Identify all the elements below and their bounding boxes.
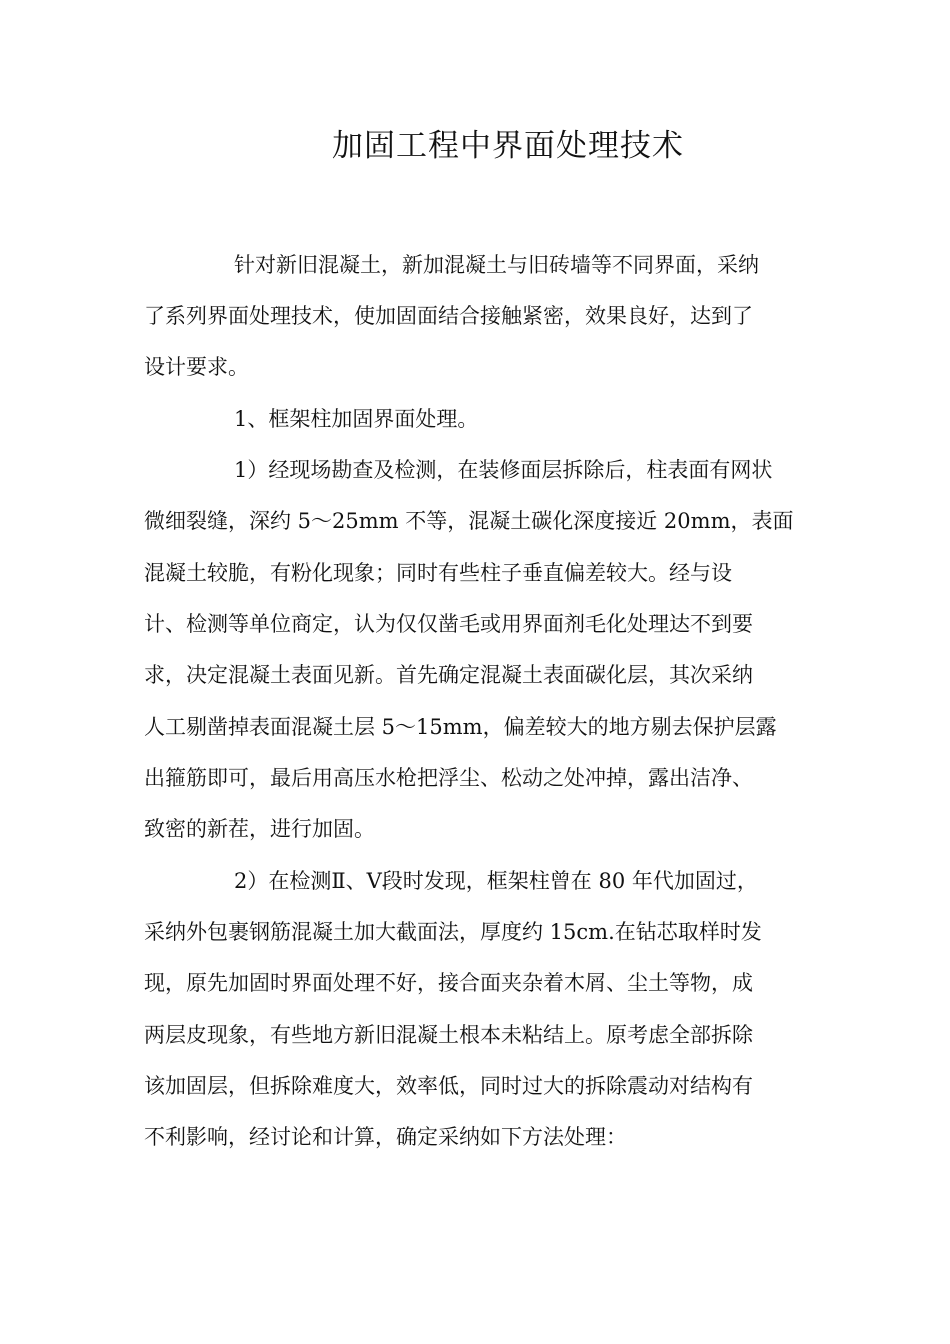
text-line: 该加固层，但拆除难度大，效率低，同时过大的拆除震动对结构有 [144, 1074, 753, 1098]
section-heading: 1、框架柱加固界面处理。 [234, 407, 479, 431]
text-line: 2）在检测Ⅱ、Ⅴ段时发现，框架柱曾在 80 年代加固过， [234, 869, 758, 893]
text-line: 人工剔凿掉表面混凝土层 5～15mm，偏差较大的地方剔去保护层露 [144, 715, 777, 739]
document-title: 加固工程中界面处理技术 [332, 128, 684, 164]
text-line: 计、检测等单位商定，认为仅仅凿毛或用界面剂毛化处理达不到要 [144, 612, 753, 636]
text-line: 现，原先加固时界面处理不好，接合面夹杂着木屑、尘土等物，成 [144, 971, 753, 995]
text-line: 不利影响，经讨论和计算，确定采纳如下方法处理： [144, 1125, 627, 1149]
text-line: 了系列界面处理技术，使加固面结合接触紧密，效果良好，达到了 [144, 304, 753, 328]
text-line: 设计要求。 [144, 355, 249, 379]
text-line: 微细裂缝，深约 5～25mm 不等，混凝土碳化深度接近 20mm，表面 [144, 509, 794, 533]
text-line: 致密的新茬，进行加固。 [144, 817, 375, 841]
text-line: 混凝土较脆，有粉化现象；同时有些柱子垂直偏差较大。经与设 [144, 561, 732, 585]
text-line: 1）经现场勘查及检测，在装修面层拆除后，柱表面有网状 [234, 458, 773, 482]
text-line: 采纳外包裹钢筋混凝土加大截面法，厚度约 15cm.在钻芯取样时发 [144, 920, 762, 944]
text-line: 针对新旧混凝土，新加混凝土与旧砖墙等不同界面，采纳 [234, 253, 759, 277]
text-line: 出箍筋即可，最后用高压水枪把浮尘、松动之处冲掉，露出洁净、 [144, 766, 753, 790]
text-line: 求，决定混凝土表面见新。首先确定混凝土表面碳化层，其次采纳 [144, 663, 753, 687]
text-line: 两层皮现象，有些地方新旧混凝土根本未粘结上。原考虑全部拆除 [144, 1023, 753, 1047]
